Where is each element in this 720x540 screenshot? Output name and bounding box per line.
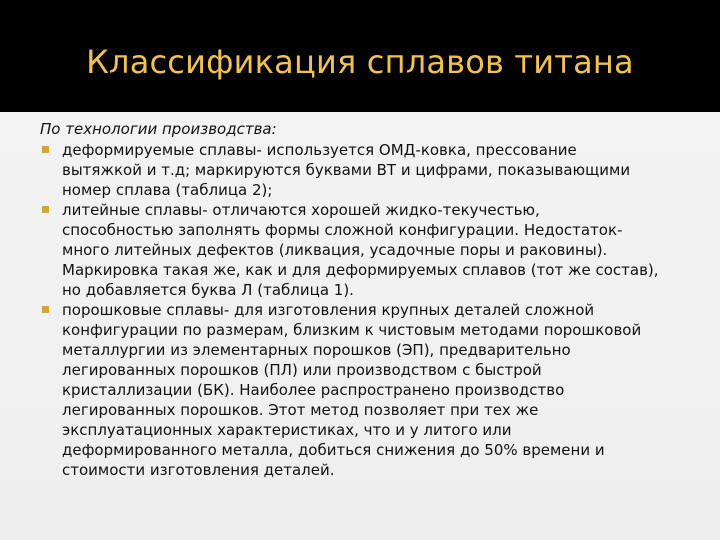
square-bullet-icon <box>42 306 49 313</box>
bullet-line: порошковые сплавы- для изготовления крупных деталей сложной <box>62 301 595 319</box>
bullet-line: легированных порошков (ПЛ) или производством с быстрой <box>62 361 542 379</box>
slide-title: Классификация сплавов титана <box>86 43 634 81</box>
square-bullet-icon <box>42 146 49 153</box>
bullet-item-deformable <box>40 140 700 200</box>
bullet-line: деформируемые сплавы- используется ОМД-ковка, прессование <box>62 141 577 159</box>
bullet-line: стоимости изготовления деталей. <box>62 461 335 479</box>
bullet-line: способностью заполнять формы сложной конфигурации. Недостаток- <box>62 221 623 239</box>
bullet-line: вытяжкой и т.д; маркируются буквами ВТ и цифрами, показывающими <box>62 161 631 179</box>
body-text <box>40 119 700 480</box>
bullet-line: легированных порошков. Этот метод позволяет при тех же <box>62 401 539 419</box>
bullet-line: литейные сплавы- отличаются хорошей жидко-текучестью, <box>62 201 540 219</box>
bullet-item-powder <box>40 300 700 480</box>
bullet-line: Маркировка такая же, как и для деформируемых сплавов (тот же состав), <box>62 261 659 279</box>
title-band <box>0 0 720 112</box>
bullet-line: кристаллизации (БК). Наиболее распространено производство <box>62 381 565 399</box>
bullet-line: но добавляется буква Л (таблица 1). <box>62 281 354 299</box>
bullet-line: металлургии из элементарных порошков (ЭП), предварительно <box>62 341 571 359</box>
intro-text: По технологии производства: <box>40 120 277 138</box>
square-bullet-icon <box>42 206 49 213</box>
bullet-line: эксплуатационных характеристиках, что и у литого или <box>62 421 512 439</box>
bullet-line: номер сплава (таблица 2); <box>62 181 273 199</box>
bullet-line: конфигурации по размерам, близким к чистовым методами порошковой <box>62 321 642 339</box>
bullet-item-casting <box>40 200 700 300</box>
bullet-list <box>40 140 700 480</box>
bullet-line: деформированного металла, добиться снижения до 50% времени и <box>62 441 605 459</box>
bullet-line: много литейных дефектов (ликвация, усадочные поры и раковины). <box>62 241 608 259</box>
